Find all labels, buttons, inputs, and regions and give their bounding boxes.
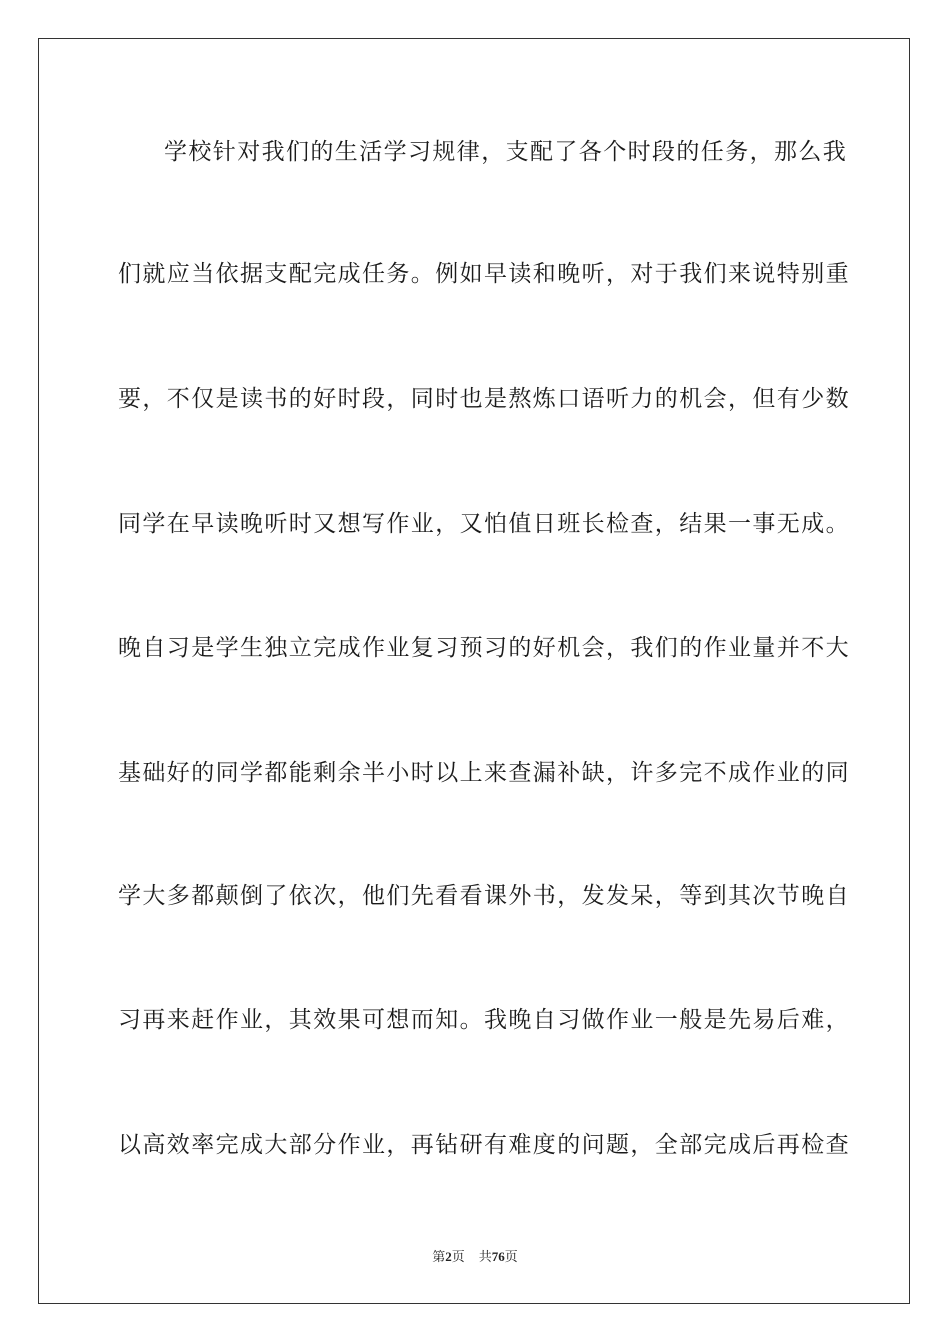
page-number: 2: [445, 1249, 452, 1264]
paragraph-line: 以高效率完成大部分作业，再钻研有难度的问题，全部完成后再检查: [118, 1132, 850, 1158]
total-prefix: 共: [478, 1249, 492, 1264]
total-suffix: 页: [504, 1249, 518, 1264]
paragraph-line: 要，不仅是读书的好时段，同时也是熬炼口语听力的机会，但有少数: [118, 386, 850, 412]
page-prefix: 第: [432, 1249, 446, 1264]
paragraph-line: 学大多都颠倒了依次，他们先看看课外书，发发呆，等到其次节晚自: [118, 883, 850, 909]
total-pages: 76: [491, 1249, 505, 1264]
paragraph-line: 们就应当依据支配完成任务。例如早读和晚听，对于我们来说特别重: [118, 261, 850, 287]
paragraph-line: 学校针对我们的生活学习规律，支配了各个时段的任务，那么我: [164, 139, 848, 165]
page-suffix: 页: [451, 1249, 465, 1264]
page-footer: [0, 1248, 950, 1266]
paragraph-line: 同学在早读晚听时又想写作业，又怕值日班长检查，结果一事无成。: [118, 511, 850, 537]
page-border: [38, 38, 910, 1304]
paragraph-line: 基础好的同学都能剩余半小时以上来查漏补缺，许多完不成作业的同: [118, 760, 850, 786]
paragraph-line: 晚自习是学生独立完成作业复习预习的好机会，我们的作业量并不大: [118, 635, 850, 661]
paragraph-line: 习再来赶作业，其效果可想而知。我晚自习做作业一般是先易后难，: [118, 1007, 850, 1033]
